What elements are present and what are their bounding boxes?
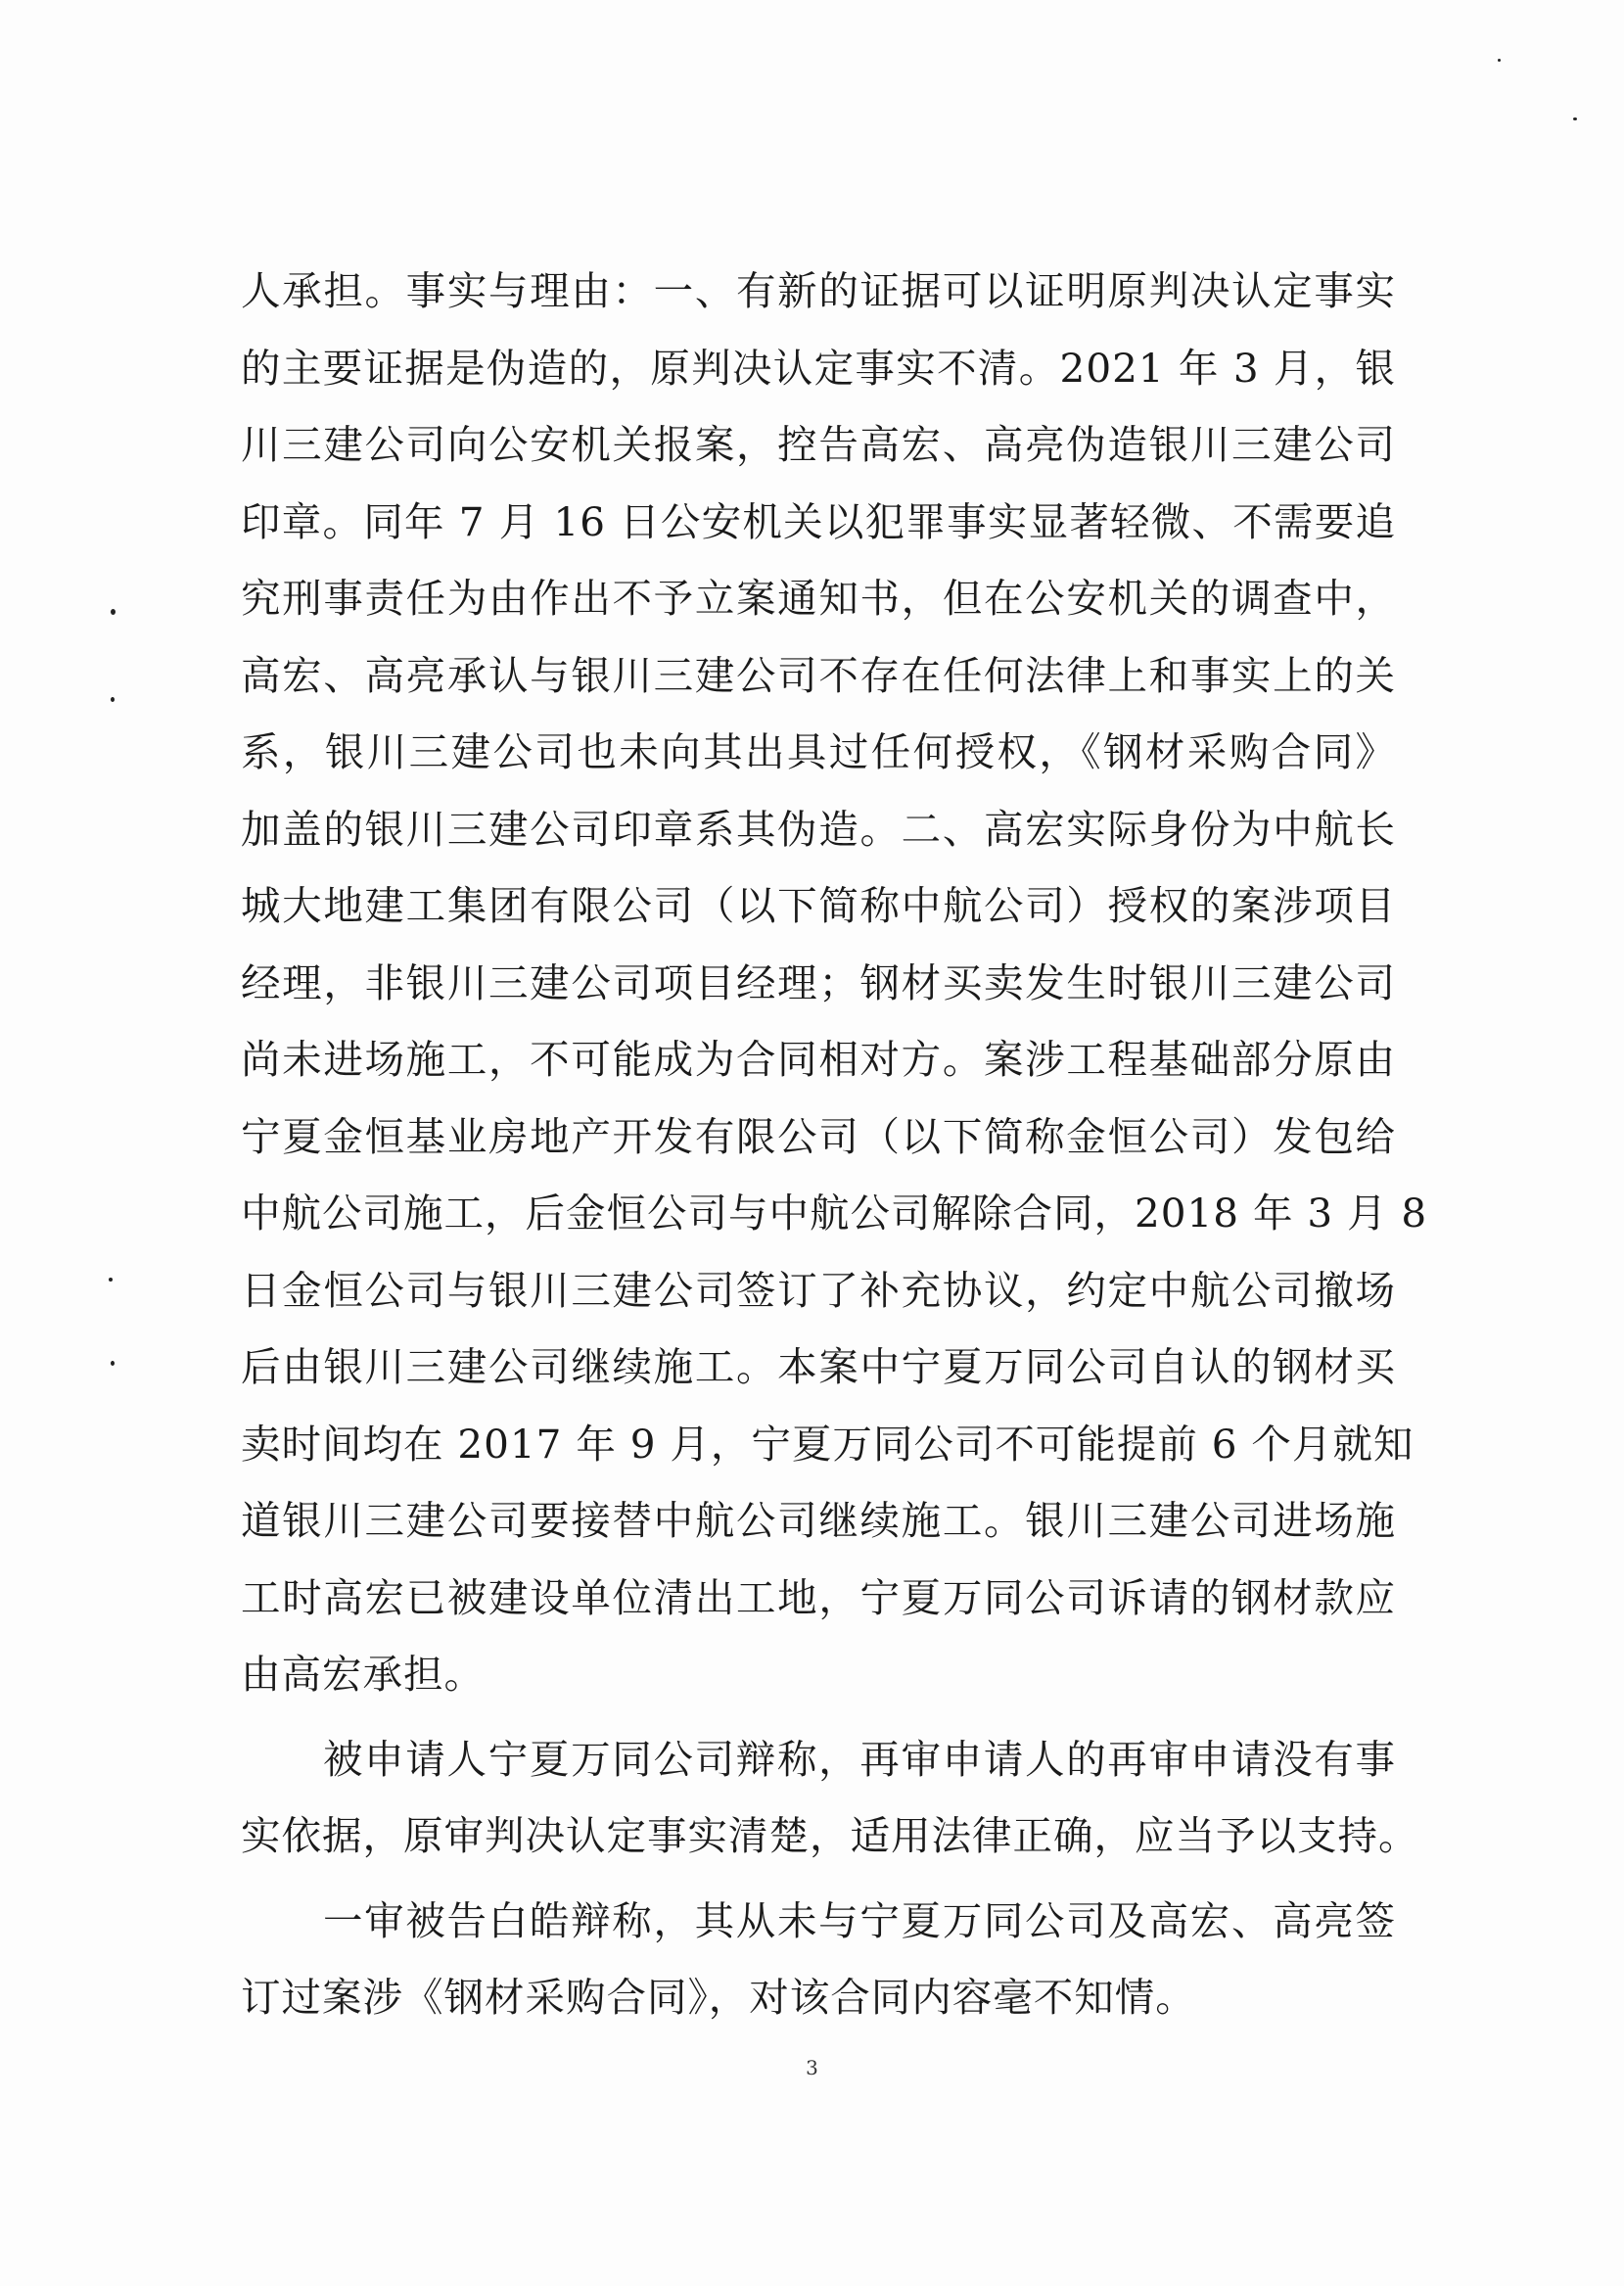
body-line: 卖时间均在 2017 年 9 月，宁夏万同公司不可能提前 6 个月就知 <box>241 1420 1415 1468</box>
body-line: 中航公司施工，后金恒公司与中航公司解除合同，2018 年 3 月 8 <box>241 1190 1428 1236</box>
body-line: 由高宏承担。 <box>241 1651 485 1698</box>
scan-speck <box>111 697 115 702</box>
page-number: 3 <box>806 2056 818 2079</box>
body-line: 的主要证据是伪造的，原判决认定事实不清。2021 年 3 月，银 <box>241 344 1396 392</box>
body-line: 尚未进场施工，不可能成为合同相对方。案涉工程基础部分原由 <box>241 1036 1396 1083</box>
body-line: 城大地建工集团有限公司（以下简称中航公司）授权的案涉项目 <box>241 882 1396 929</box>
body-line: 后由银川三建公司继续施工。本案中宁夏万同公司自认的钢材买 <box>241 1343 1396 1390</box>
scan-speck <box>1573 117 1577 120</box>
scan-speck <box>111 609 116 615</box>
body-line: 人承担。事实与理由：一、有新的证据可以证明原判决认定事实 <box>241 267 1396 314</box>
body-line: 日金恒公司与银川三建公司签订了补充协议，约定中航公司撤场 <box>241 1266 1396 1314</box>
body-line: 经理，非银川三建公司项目经理；钢材买卖发生时银川三建公司 <box>241 958 1396 1006</box>
defendant-argument-line: 订过案涉《钢材采购合同》，对该合同内容毫不知情。 <box>241 1974 1196 2021</box>
defendant-argument-line: 一审被告白皓辩称，其从未与宁夏万同公司及高宏、高亮签 <box>323 1896 1396 1944</box>
body-line: 系，银川三建公司也未向其出具过任何授权，《钢材采购合同》 <box>241 728 1396 775</box>
body-line: 道银川三建公司要接替中航公司继续施工。银川三建公司进场施 <box>241 1497 1396 1544</box>
scan-speck <box>111 1361 115 1366</box>
body-line: 高宏、高亮承认与银川三建公司不存在任何法律上和事实上的关 <box>241 651 1396 699</box>
body-line: 工时高宏已被建设单位清出工地，宁夏万同公司诉请的钢材款应 <box>241 1573 1396 1621</box>
body-line: 印章。同年 7 月 16 日公安机关以犯罪事实显著轻微、不需要追 <box>241 497 1396 545</box>
scan-speck <box>109 1278 113 1282</box>
respondent-argument-line: 被申请人宁夏万同公司辩称，再审申请人的再审申请没有事 <box>323 1735 1396 1783</box>
scan-speck <box>1498 59 1501 62</box>
body-line: 宁夏金恒基业房地产开发有限公司（以下简称金恒公司）发包给 <box>241 1112 1396 1160</box>
body-line: 加盖的银川三建公司印章系其伪造。二、高宏实际身份为中航长 <box>241 805 1396 853</box>
body-line: 川三建公司向公安机关报案，控告高宏、高亮伪造银川三建公司 <box>241 421 1396 468</box>
body-line: 究刑事责任为由作出不予立案通知书，但在公安机关的调查中， <box>241 575 1396 622</box>
document-body <box>241 253 1428 2036</box>
respondent-argument-line: 实依据，原审判决认定事实清楚，适用法律正确，应当予以支持。 <box>241 1812 1419 1859</box>
